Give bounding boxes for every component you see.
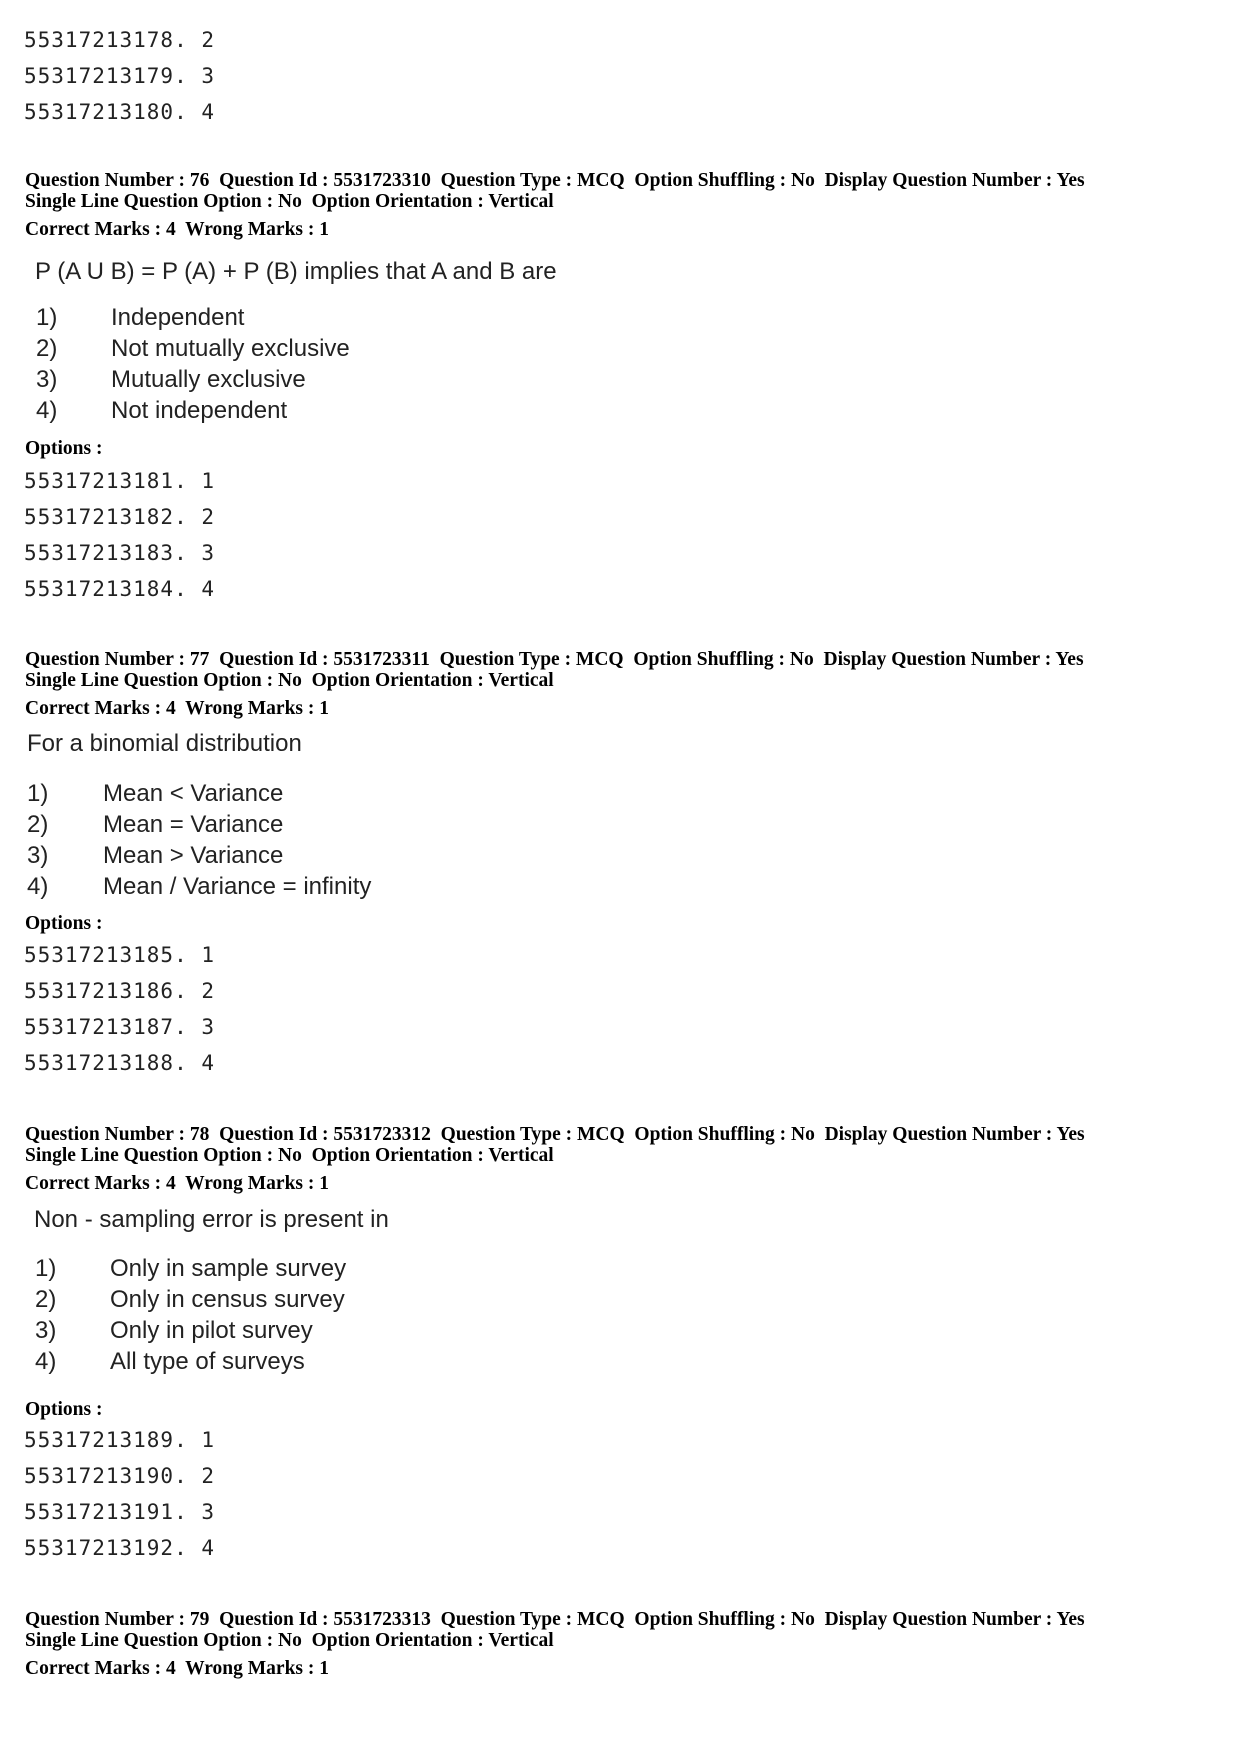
question-marks: Correct Marks : 4 Wrong Marks : 1 (25, 219, 330, 240)
choice-item (35, 1284, 345, 1315)
choice-item (27, 871, 371, 902)
choice-text: Mean < Variance (103, 780, 284, 807)
choice-text: Only in sample survey (110, 1255, 347, 1282)
choice-item (35, 1315, 313, 1346)
choice-text: Mean / Variance = infinity (103, 873, 372, 900)
option-line: 55317213184. 4 (24, 577, 216, 601)
choice-number: 1) (35, 1255, 57, 1282)
options-list-q77 (24, 937, 215, 1081)
choice-number: 3) (36, 366, 58, 393)
choice-item (36, 364, 306, 395)
choice-text: Mutually exclusive (111, 366, 306, 393)
option-line: 55317213186. 2 (24, 979, 216, 1003)
question-meta-line1: Question Number : 78 Question Id : 5531723312 Question Type : MCQ Option Shuffling : No Display Question Number : Yes (25, 1124, 1085, 1145)
question-stem: Non - sampling error is present in (34, 1206, 389, 1233)
choice-text: Not mutually exclusive (111, 335, 350, 362)
choice-number: 2) (35, 1286, 57, 1313)
choice-number: 1) (36, 304, 58, 331)
choice-item (27, 840, 283, 871)
choice-item (35, 1346, 305, 1377)
option-line: 55317213187. 3 (24, 1015, 216, 1039)
option-line: 55317213191. 3 (24, 1500, 216, 1524)
choice-item (27, 809, 283, 840)
option-line: 55317213190. 2 (24, 1464, 216, 1488)
option-line: 55317213185. 1 (24, 943, 216, 967)
question-meta-line1: Question Number : 77 Question Id : 5531723311 Question Type : MCQ Option Shuffling : No Display Question Number : Yes (25, 649, 1084, 670)
choice-text: Only in pilot survey (110, 1317, 313, 1344)
options-label: Options : (25, 1399, 103, 1420)
choice-item (35, 1253, 346, 1284)
question-meta-line2: Single Line Question Option : No Option Orientation : Vertical (25, 670, 554, 691)
choice-number: 1) (27, 780, 49, 807)
choice-number: 4) (35, 1348, 57, 1375)
choice-number: 2) (36, 335, 58, 362)
question-marks: Correct Marks : 4 Wrong Marks : 1 (25, 1658, 330, 1679)
choice-text: All type of surveys (110, 1348, 305, 1375)
option-line: 55317213183. 3 (24, 541, 216, 565)
choice-text: Not independent (111, 397, 288, 424)
option-line: 55317213180. 4 (24, 100, 216, 124)
choice-number: 2) (27, 811, 49, 838)
choice-item (36, 302, 244, 333)
options-list-q75 (24, 22, 215, 130)
options-list-q76 (24, 463, 215, 607)
choice-number: 4) (36, 397, 58, 424)
choice-text: Independent (111, 304, 245, 331)
choice-text: Mean > Variance (103, 842, 284, 869)
question-meta-line2: Single Line Question Option : No Option Orientation : Vertical (25, 1145, 554, 1166)
option-line: 55317213178. 2 (24, 28, 216, 52)
choice-number: 3) (27, 842, 49, 869)
choice-item (27, 778, 283, 809)
option-line: 55317213181. 1 (24, 469, 216, 493)
options-label: Options : (25, 913, 103, 934)
option-line: 55317213179. 3 (24, 64, 216, 88)
question-meta-line1: Question Number : 76 Question Id : 5531723310 Question Type : MCQ Option Shuffling : No Display Question Number : Yes (25, 170, 1085, 191)
question-stem: P (A U B) = P (A) + P (B) implies that A and B are (35, 258, 557, 285)
question-marks: Correct Marks : 4 Wrong Marks : 1 (25, 1173, 330, 1194)
choice-item (36, 395, 287, 426)
choice-text: Mean = Variance (103, 811, 284, 838)
option-line: 55317213189. 1 (24, 1428, 216, 1452)
option-line: 55317213192. 4 (24, 1536, 216, 1560)
option-line: 55317213182. 2 (24, 505, 216, 529)
options-label: Options : (25, 438, 103, 459)
choice-number: 3) (35, 1317, 57, 1344)
question-meta-line2: Single Line Question Option : No Option Orientation : Vertical (25, 191, 554, 212)
choice-text: Only in census survey (110, 1286, 345, 1313)
question-marks: Correct Marks : 4 Wrong Marks : 1 (25, 698, 330, 719)
question-meta-line1: Question Number : 79 Question Id : 5531723313 Question Type : MCQ Option Shuffling : No Display Question Number : Yes (25, 1609, 1085, 1630)
option-line: 55317213188. 4 (24, 1051, 216, 1075)
question-meta-line2: Single Line Question Option : No Option Orientation : Vertical (25, 1630, 554, 1651)
choice-item (36, 333, 350, 364)
choice-number: 4) (27, 873, 49, 900)
question-stem: For a binomial distribution (27, 730, 302, 757)
options-list-q78 (24, 1422, 215, 1566)
